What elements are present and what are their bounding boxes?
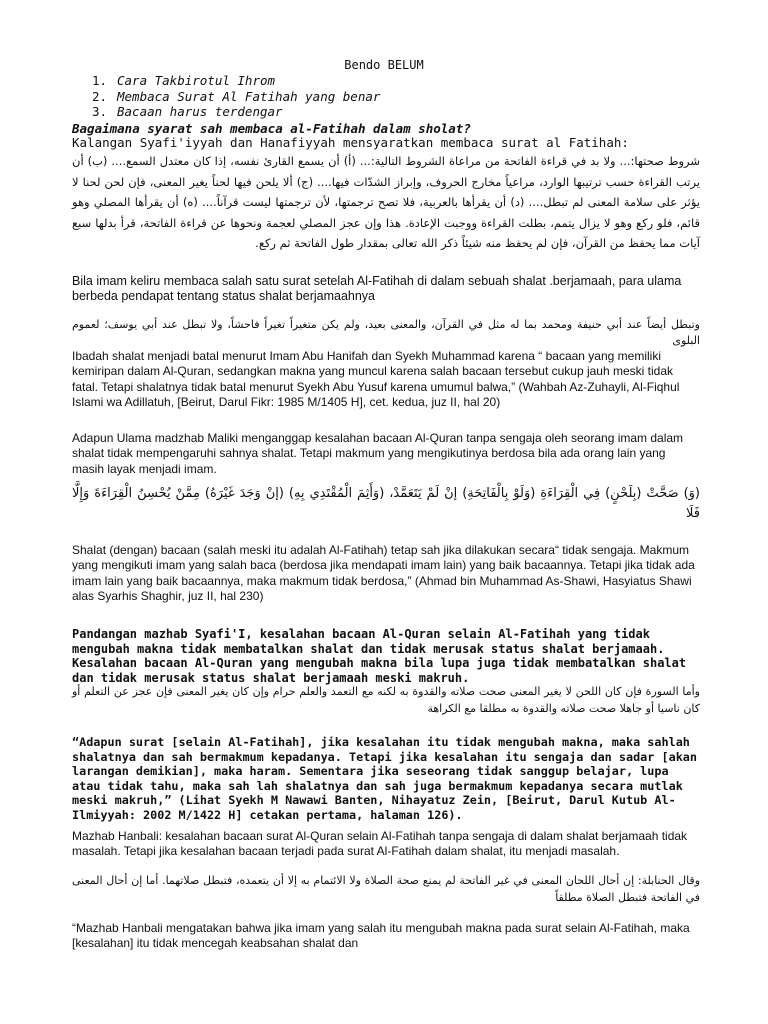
arabic-quote-fatihah-conditions: شروط صحتها:... ولا بد في قراءة الفاتحة من مراعاة الشروط التالية:... (أ) أن يسمع القارئ نفسه، إذا كان معتدل السمع.... (ب) أن يرتب القراءة حسب ترتيبها الوارد، مراعياً مخارج الحروف، وإبراز الشدّات فيها.... (ج) ألا يلحن فيها لحناً يغير المعنى، فإن لحن لحنا لا يؤثر على سلامة المعنى لم تبطل.... (د) أن يقرأها بالعربية، فلا تصح ترجمتها، لأن ترجمتها ليست قرآناً.... (ه) أن يقرأها المصلي وهو قائم، فلو ركع وهو لا يزال يتمم، بطلت القراءة ووجبت الإعادة. هذا وإن عجز المصلي لعجمة ونحوها عن قراءة الفاتحة، قرأ بدلها سبع آيات مما يحفظ من القرآن، فإن لم يحفظ منه شيئاً ذكر الله تعالى بمقدار طول الفاتحة ثم ركع. bbox=[72, 154, 700, 250]
arabic-quote-maliki: (وَ) صَحَّتْ (بِلَحْنٍ) فِي الْقِرَاءَةِ (وَلَوْ بِالْفَاتِحَةِ) إنْ لَمْ يَتَعَمَّدْ، (وَأَثِمَ الْمُقْتَدِي بِهِ) (إنْ وَجَدَ غَيْرَهُ) مِمَّنْ يُحْسِنُ الْقِرَاءَةَ وَإِلَّا فَلَا bbox=[72, 486, 700, 521]
list-number: 1. bbox=[92, 73, 108, 88]
list-text: Bacaan harus terdengar bbox=[117, 104, 283, 119]
question-heading: Bagaimana syarat sah membaca al-Fatihah dalam sholat? bbox=[72, 121, 471, 136]
paragraph-maliki: Adapun Ulama madzhab Maliki menganggap kesalahan bacaan Al-Quran tanpa sengaja oleh seorang imam dalam shalat tidak mempengaruhi sahnya shalat. Tetapi makmum yang mengikutinya berdosa bila ada orang lain yang masih layak menjadi imam. bbox=[72, 431, 684, 476]
list-text: Membaca Surat Al Fatihah yang benar bbox=[117, 88, 381, 104]
paragraph-hanbali: Mazhab Hanbali: kesalahan bacaan surat Al-Quran selain Al-Fatihah tanpa sengaja di dalam shalat berjamaah tidak masalah. Tetapi jika kesalahan bacaan terjadi pada surat Al-Fatihah dalam shalat, itu menjadi masalah. bbox=[72, 829, 688, 859]
numbered-list bbox=[72, 73, 380, 120]
arabic-quote-hanafi: وتبطل أيضاً عند أبي حنيفة ومحمد بما له مثل في القرآن، والمعنى بعيد، ولم يكن متغيراً تغيراً فاحشاً، ولا تبطل عند أبي يوسف؛ لعموم البلوى bbox=[72, 318, 700, 347]
list-text: Cara Takbirotul Ihrom bbox=[117, 73, 276, 88]
paragraph-hanbali-explanation: “Mazhab Hanbali mengatakan bahwa jika imam yang salah itu mengubah makna pada surat selain Al-Fatihah, maka [kesalahan] itu tidak mencegah keabsahan shalat dan bbox=[72, 921, 690, 951]
list-number: 3. bbox=[92, 104, 108, 119]
list-item bbox=[72, 89, 380, 105]
arabic-quote-syafii: وأما السورة فإن كان اللحن لا يغير المعنى صحت صلاته والقدوة به لكنه مع التعمد والعلم حرام وإن كان يغير المعنى فإن عجز عن التعلم أو كان ناسيا أو جاهلا صحت صلاته والقدوة به مطلقا مع الكراهة bbox=[72, 685, 700, 715]
paragraph-maliki-explanation: Shalat (dengan) bacaan (salah meski itu adalah Al-Fatihah) tetap sah jika dilakukan secara“ tidak sengaja. Makmum yang mengikuti imam yang salah baca (berdosa jika mendapati imam lain) yang baik bacaannya. Tetapi jika tidak ada imam lain yang baik bacaannya, maka makmum tidak berdosa,” (Ahmad bin Muhammad As-Shawi, Hasyiatus Shawi alas Syarhis Shaghir, juz II, hal 230) bbox=[72, 543, 695, 603]
intro-paragraph: Kalangan Syafi'iyyah dan Hanafiyyah mensyaratkan membaca surat al Fatihah: bbox=[72, 135, 629, 150]
document-title: Bendo BELUM bbox=[344, 58, 424, 72]
paragraph-syafii-explanation: “Adapun surat [selain Al-Fatihah], jika kesalahan itu tidak mengubah makna, maka sahlah shalatnya dan sah bermakmum kepadanya. Tetapi jika kesalahan itu sengaja dan sadar [akan larangan demikian], maka haram. Sementara jika seseorang tidak sanggup belajar, lupa atau tidak tahu, maka sah lah shalatnya dan sah juga bermakmum kepadanya secara mutlak meski makruh,” (Lihat Syekh M Nawawi Banten, Nihayatuz Zein, [Beirut, Darul Kutub Al-Ilmiyyah: 2002 M/1422 H] cetakan pertama, halaman 126). bbox=[72, 735, 698, 822]
paragraph-hanafi-explanation: Ibadah shalat menjadi batal menurut Imam Abu Hanifah dan Syekh Muhammad karena “ bacaan yang memiliki kemiripan dalam Al-Quran, sedangkan makna yang muncul karena salah bacaan tersebut cukup jauh meski tidak fatal. Tetapi shalatnya tidak batal menurut Syekh Abu Yusuf karena umumul balwa,” (Wahbah Az-Zuhayli, Al-Fiqhul Islami wa Adillatuh, [Beirut, Darul Fikr: 1985 M/1405 H], cet. kedua, juz II, hal 20) bbox=[72, 349, 680, 409]
list-number: 2. bbox=[92, 88, 108, 104]
list-item bbox=[72, 73, 380, 89]
paragraph-imam-mistake: Bila imam keliru membaca salah satu surat setelah Al-Fatihah di dalam sebuah shalat .berjamaah, para ulama berbeda pendapat tentang status shalat berjamaahnya bbox=[72, 274, 682, 303]
paragraph-syafii: Pandangan mazhab Syafi'I, kesalahan bacaan Al-Quran selain Al-Fatihah yang tidak mengubah makna tidak membatalkan shalat dan tidak merusak status shalat berjamaah. Kesalahan bacaan Al-Quran yang mengubah makna bila lupa juga tidak membatalkan shalat dan tidak merusak status shalat berjamaah meski makruh. bbox=[72, 627, 687, 685]
arabic-quote-hanbali: وقال الحنابلة: إن أحال اللحان المعنى في غير الفاتحة لم يمنع صحة الصلاة ولا الائتمام به إلا أن يتعمده، فتبطل صلاتهما. أما إن أحال المعنى في الفاتحة فتبطل الصلاة مطلقاً bbox=[72, 874, 700, 904]
list-item bbox=[72, 104, 380, 120]
